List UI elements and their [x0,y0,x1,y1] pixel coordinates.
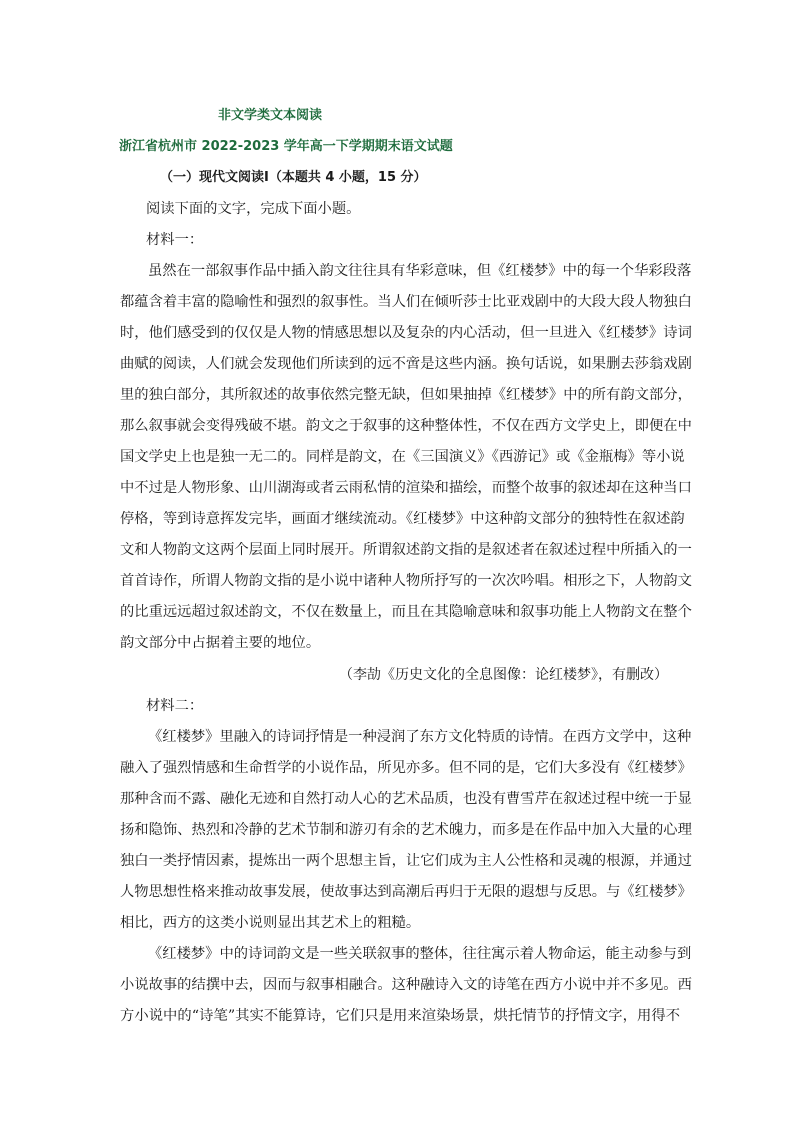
material2-label: 材料二： [146,698,204,714]
paragraph-line: 人物思想性格来推动故事发展，使故事达到高潮后再归于无限的遐想与反思。与《红楼梦》 [120,884,692,900]
paragraph-line: 融入了强烈情感和生命哲学的小说作品，所见亦多。但不同的是，它们大多没有《红楼梦》 [120,760,692,776]
paragraph-line: 首首诗作，所谓人物韵文指的是小说中诸种人物所抒写的一次次吟唱。相形之下，人物韵文 [120,573,692,589]
material1-source: （李劼《历史文化的全息图像：论红楼梦》，有删改） [339,667,668,683]
paragraph-line: 独白一类抒情因素，提炼出一两个思想主旨，让它们成为主人公性格和灵魂的根源，并通过 [120,853,692,869]
material1-label: 材料一： [146,232,204,248]
section-title: （一）现代文阅读Ⅰ（本题共 4 小题，15 分） [160,170,427,185]
paragraph-line: 文和人物韵文这两个层面上同时展开。所谓叙述韵文指的是叙述者在叙述过程中所插入的一 [120,542,692,558]
paragraph-line: 韵文部分中占据着主要的地位。 [120,635,321,651]
paragraph-line: 那么叙事就会变得残破不堪。韵文之于叙事的这种整体性，不仅在西方文学史上，即便在中 [120,418,692,434]
paragraph-line: 相比，西方的这类小说则显出其艺术上的粗糙。 [120,915,421,931]
paragraph-line: 那种含而不露、融化无迹和自然打动人心的艺术品质，也没有曹雪芹在叙述过程中统一于显 [120,791,692,807]
paragraph-line: 都蕴含着丰富的隐喻性和强烈的叙事性。当人们在倾听莎士比亚戏剧中的大段大段人物独白 [120,294,692,310]
paragraph-line: 虽然在一部叙事作品中插入韵文往往具有华彩意味，但《红楼梦》中的每一个华彩段落 [148,263,692,279]
exam-title: 浙江省杭州市 2022-2023 学年高一下学期期末语文试题 [119,139,453,154]
paragraph-line: 曲赋的阅读，人们就会发现他们所读到的远不啻是这些内涵。换句话说，如果删去莎翁戏剧 [120,356,692,372]
paragraph-line: 国文学史上也是独一无二的。同样是韵文，在《三国演义》《西游记》或《金瓶梅》等小说 [120,449,685,465]
paragraph-line: 《红楼梦》中的诗词韵文是一些关联叙事的整体，往往寓示着人物命运，能主动参与到 [148,946,692,962]
paragraph-line: 扬和隐饰、热烈和冷静的艺术节制和游刃有余的艺术魄力，而多是在作品中加入大量的心理 [120,822,692,838]
paragraph-line: 方小说中的“诗笔”其实不能算诗，它们只是用来渲染场景，烘托情节的抒情文字，用得不 [120,1008,680,1024]
paragraph-line: 《红楼梦》里融入的诗词抒情是一种浸润了东方文化特质的诗情。在西方文学中，这种 [148,729,692,745]
paragraph-line: 的比重远远超过叙述韵文，不仅在数量上，而且在其隐喻意味和叙事功能上人物韵文在整个 [120,604,692,620]
paragraph-line: 小说故事的结撰中去，因而与叙事相融合。这种融诗入文的诗笔在西方小说中并不多见。西 [120,977,692,993]
category-heading: 非文学类文本阅读 [218,108,323,123]
paragraph-line: 里的独白部分，其所叙述的故事依然完整无缺，但如果抽掉《红楼梦》中的所有韵文部分， [120,387,692,403]
paragraph-line: 停格，等到诗意挥发完毕，画面才继续流动。《红楼梦》中这种韵文部分的独特性在叙述韵 [120,511,685,527]
instruction-text: 阅读下面的文字，完成下面小题。 [146,201,361,217]
paragraph-line: 中不过是人物形象、山川湖海或者云雨私情的渲染和描绘，而整个故事的叙述却在这种当口 [120,480,692,496]
paragraph-line: 时，他们感受到的仅仅是人物的情感思想以及复杂的内心活动，但一旦进入《红楼梦》诗词 [120,325,692,341]
